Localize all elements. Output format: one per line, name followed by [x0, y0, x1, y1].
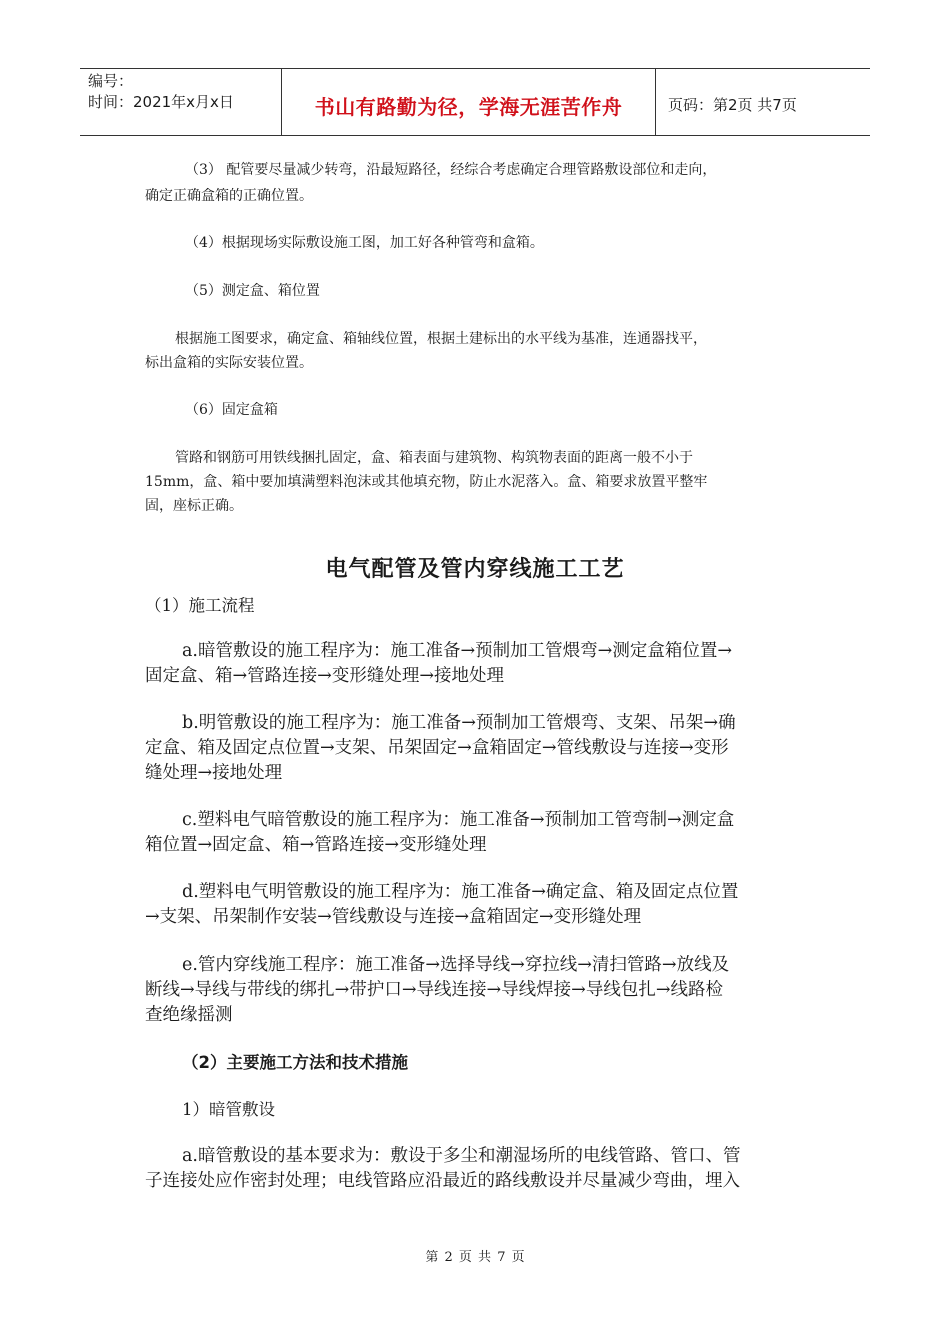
paragraph-5-line-2: 标出盒箱的实际安装位置。: [145, 355, 313, 371]
flow-e-line-1: e.管内穿线施工程序：施工准备→选择导线→穿拉线→清扫管路→放线及: [182, 955, 730, 975]
paragraph-6-line-3: 固，座标正确。: [145, 498, 243, 514]
flow-heading: （1）施工流程: [145, 596, 255, 615]
methods-heading: （2）主要施工方法和技术措施: [182, 1053, 408, 1072]
sub1-a-line-2: 子连接处应作密封处理；电线管路应沿最近的路线敷设并尽量减少弯曲，埋入: [145, 1171, 740, 1191]
flow-e-line-3: 查绝缘摇测: [145, 1005, 233, 1025]
section-title: 电气配管及管内穿线施工工艺: [325, 557, 625, 582]
heading-6: （6）固定盒箱: [185, 402, 278, 418]
flow-b-line-1: b.明管敷设的施工程序为：施工准备→预制加工管煨弯、支架、吊架→确: [182, 713, 736, 733]
flow-e-line-2: 断线→导线与带线的绑扎→带护口→导线连接→导线焊接→导线包扎→线路检: [145, 980, 723, 1000]
paragraph-3-line-2: 确定正确盒箱的正确位置。: [145, 188, 313, 204]
flow-d-line-2: →支架、吊架制作安装→管线敷设与连接→盒箱固定→变形缝处理: [145, 907, 642, 927]
header-motto: 书山有路勤为径，学海无涯苦作舟: [282, 69, 656, 135]
page-footer: 第 2 页 共 7 页: [425, 1250, 525, 1265]
paragraph-3-line-1: （3） 配管要尽量减少转弯，沿最短路径，经综合考虑确定合理管路敷设部位和走向，: [185, 162, 717, 178]
flow-b-line-3: 缝处理→接地处理: [145, 763, 283, 783]
flow-c-line-2: 箱位置→固定盒、箱→管路连接→变形缝处理: [145, 835, 487, 855]
document-header: [80, 68, 870, 136]
paragraph-6-line-2: 15mm，盒、箱中要加填满塑料泡沫或其他填充物，防止水泥落入。盒、箱要求放置平整牢: [145, 474, 708, 490]
header-meta: [80, 69, 282, 135]
document-number: 编号：: [88, 72, 134, 90]
paragraph-4: （4）根据现场实际敷设施工图，加工好各种管弯和盒箱。: [185, 235, 544, 251]
flow-b-line-2: 定盒、箱及固定点位置→支架、吊架固定→盒箱固定→管线敷设与连接→变形: [145, 738, 729, 758]
paragraph-5-line-1: 根据施工图要求，确定盒、箱轴线位置，根据土建标出的水平线为基准，连通器找平，: [175, 331, 707, 347]
flow-a-line-1: a.暗管敷设的施工程序为：施工准备→预制加工管煨弯→测定盒箱位置→: [182, 641, 732, 661]
paragraph-6-line-1: 管路和钢筋可用铁线捆扎固定，盒、箱表面与建筑物、构筑物表面的距离一般不小于: [175, 450, 693, 466]
heading-5: （5）测定盒、箱位置: [185, 283, 320, 299]
header-page-number: 页码：第2页 共7页: [668, 95, 797, 114]
subheading-1: 1）暗管敷设: [182, 1100, 275, 1119]
document-date: 时间：2021年x月x日: [88, 93, 234, 111]
sub1-a-line-1: a.暗管敷设的基本要求为：敷设于多尘和潮湿场所的电线管路、管口、管: [182, 1146, 741, 1166]
flow-d-line-1: d.塑料电气明管敷设的施工程序为：施工准备→确定盒、箱及固定点位置: [182, 882, 739, 902]
flow-a-line-2: 固定盒、箱→管路连接→变形缝处理→接地处理: [145, 666, 504, 686]
flow-c-line-1: c.塑料电气暗管敷设的施工程序为：施工准备→预制加工管弯制→测定盒: [182, 810, 735, 830]
